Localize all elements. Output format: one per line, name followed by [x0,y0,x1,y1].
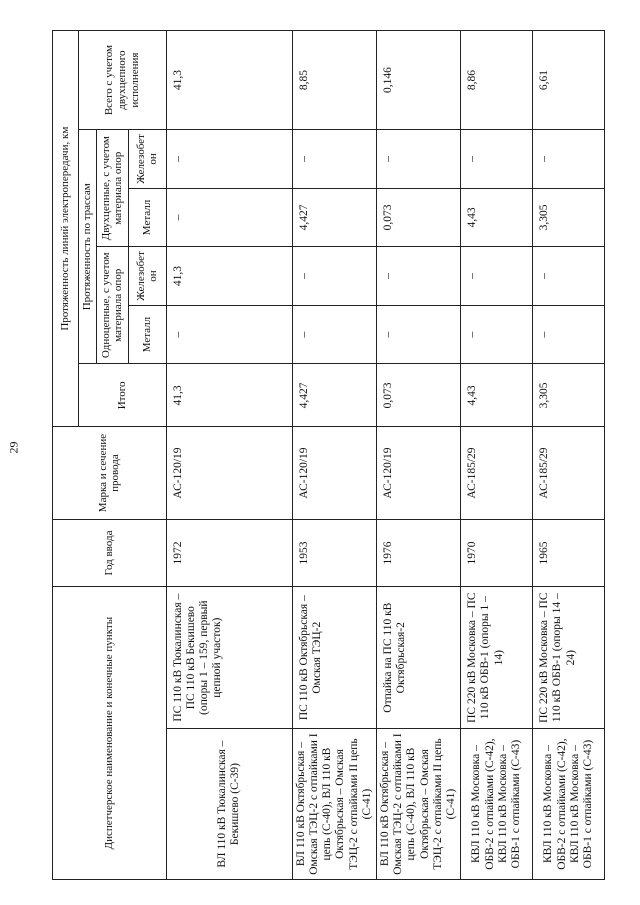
header-name: Диспетчерское наименование и конечные пункты [53,587,167,880]
row-2-name: ВЛ 110 кВ Октябрьская – Омская ТЭЦ-2 с отпайками I цепь (С-40), ВЛ 110 кВ Октябрьская – Омская ТЭЦ-2 с отпайками II цепь (С-41) [292,729,376,880]
row-1-single-metal: – [166,305,292,364]
row-3-single-metal: – [376,305,460,364]
rotated-page [52,30,597,880]
row-5-name: КВЛ 110 кВ Московка – ОБВ-2 с отпайками (С-42), КВЛ 110 кВ Московка – ОБВ-1 с отпайками (С-43) [533,729,605,880]
row-2-total: 4,427 [292,364,376,427]
row-5-year: 1965 [533,519,605,587]
header-single: Одноцепные, с учетом материала опор [96,247,128,364]
row-4-total-double: 8,86 [461,31,533,130]
row-4-section: ПС 220 кВ Московка – ПС 110 кВ ОБВ-1 (опоры 1 – 14) [461,587,533,729]
row-1-year: 1972 [166,519,292,587]
row-4-single-concrete: – [461,247,533,306]
row-1-wire: АС-120/19 [166,427,292,519]
row-2-wire: АС-120/19 [292,427,376,519]
header-length-group: Протяженность линий электропередачи, км [53,31,79,427]
row-5-wire: АС-185/29 [533,427,605,519]
row-3-section: Отпайка на ПС 110 кВ Октябрьская-2 [376,587,460,729]
header-single-metal: Металл [128,305,166,364]
row-5-total-double: 6,61 [533,31,605,130]
row-3-single-concrete: – [376,247,460,306]
row-3-year: 1976 [376,519,460,587]
header-by-routes: Протяженность по трассам [79,130,97,364]
header-double-metal: Металл [128,188,166,247]
row-4-double-concrete: – [461,130,533,189]
header-double-concrete: Железобетон [128,130,166,189]
row-1-double-concrete: – [166,130,292,189]
row-1-section: ПС 110 кВ Тюкалинская – ПС 110 кВ Бекишево (опоры 1 – 159, первый цепной участок) [166,587,292,729]
row-2-single-metal: – [292,305,376,364]
row-5-single-metal: – [533,305,605,364]
row-3-wire: АС-120/19 [376,427,460,519]
row-4-name: КВЛ 110 кВ Московка – ОБВ-2 с отпайками (С-42), КВЛ 110 кВ Московка – ОБВ-1 с отпайками (С-43) [461,729,533,880]
header-total-double: Всего с учетом двухцепного исполнения [79,31,167,130]
row-2-single-concrete: – [292,247,376,306]
row-3-name: ВЛ 110 кВ Октябрьская – Омская ТЭЦ-2 с отпайками I цепь (С-40), ВЛ 110 кВ Октябрьская – Омская ТЭЦ-2 с отпайками II цепь (С-41) [376,729,460,880]
row-1-total: 41,3 [166,364,292,427]
row-2-double-metal: 4,427 [292,188,376,247]
row-5-single-concrete: – [533,247,605,306]
row-4-total: 4,43 [461,364,533,427]
header-total: Итого [79,364,167,427]
row-4-double-metal: 4,43 [461,188,533,247]
row-3-double-metal: 0,073 [376,188,460,247]
row-4-single-metal: – [461,305,533,364]
power-lines-table [52,30,605,880]
header-wire: Марка и сечение провода [53,427,167,519]
row-2-section: ПС 110 кВ Октябрьская – Омская ТЭЦ-2 [292,587,376,729]
row-5-double-metal: 3,305 [533,188,605,247]
page-number: 29 [6,441,21,454]
row-5-section: ПС 220 кВ Московка – ПС 110 кВ ОБВ-1 (опоры 14 – 24) [533,587,605,729]
row-1-single-concrete: 41,3 [166,247,292,306]
row-5-total: 3,305 [533,364,605,427]
row-1-double-metal: – [166,188,292,247]
header-year: Год ввода [53,519,167,587]
row-3-double-concrete: – [376,130,460,189]
row-1-total-double: 41,3 [166,31,292,130]
row-2-total-double: 8,85 [292,31,376,130]
row-5-double-concrete: – [533,130,605,189]
row-2-year: 1953 [292,519,376,587]
header-double: Двухцепные, с учетом материала опор [96,130,128,247]
row-2-double-concrete: – [292,130,376,189]
row-4-wire: АС-185/29 [461,427,533,519]
row-1-name: ВЛ 110 кВ Тюкалинская – Бекишево (С-39) [166,729,292,880]
header-single-concrete: Железобетон [128,247,166,306]
row-4-year: 1970 [461,519,533,587]
row-3-total: 0,073 [376,364,460,427]
row-3-total-double: 0,146 [376,31,460,130]
